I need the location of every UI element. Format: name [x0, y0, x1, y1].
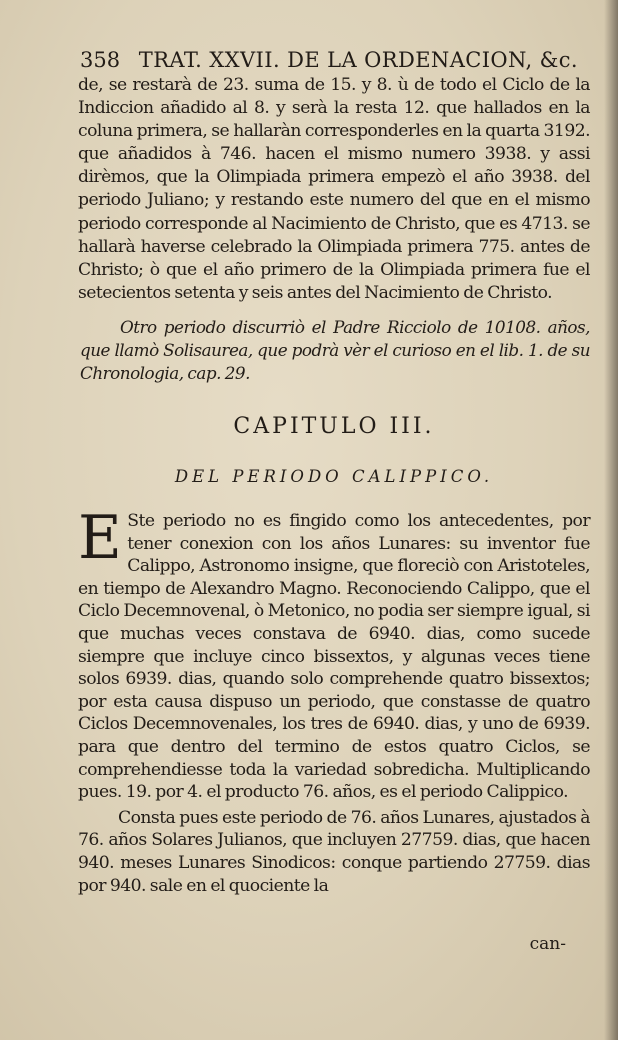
note-paragraph: Otro periodo discurriò el Padre Ricciolo de 10108. años, que llamò Solisaurea, que podrà vèr el curioso en el lib. 1. de su Chronologia, cap. 29. [80, 317, 590, 383]
catchword: can- [529, 934, 566, 954]
running-head: TRAT. XXVII. DE LA ORDENACION, &c. [138, 48, 578, 72]
top-text-block [78, 74, 590, 305]
page-number: 358 [80, 48, 121, 72]
drop-cap: E [78, 503, 122, 573]
section-paragraph-2: Consta pues este periodo de 76. años Lunares, ajustados à 76. años Solares Julianos, que incluyen 27759. dias, que hacen 940. meses Lunares Sinodicos: conque partiendo 27759. dias por 940. sale en el quociente la [78, 807, 590, 896]
top-paragraph: de, se restarà de 23. suma de 15. y 8. ù de todo el Ciclo de la Indiccion añadido al 8. y serà la resta 12. que hallados en la coluna primera, se hallaràn corresponderles en la quarta 3192. que añadidos à 746. hacen el mismo numero 3938. y assi dirèmos, que la Olimpiada primera empezò el año 3938. del periodo Juliano; y restando este numero del que en el mismo periodo corresponde al Nacimiento de Christo, que es 4713. se hallarà haverse celebrado la Olimpiada primera 775. antes de Christo; ò que el año primero de la Olimpiada primera fue el setecientos setenta y seis antes del Nacimiento de Christo. [78, 75, 590, 303]
chapter-title: CAPITULO III. [233, 414, 435, 439]
section-paragraph-1: Ste periodo no es fingido como los antecedentes, por tener conexion con los años Lunares: su inventor fue Calippo, Astronomo insigne, que floreciò con Aristoteles, en tiempo de Alexandro Magno. Reconociendo Calippo, que el Ciclo Decemnovenal, ò Metonico, no podia ser siempre igual, si que muchas veces constava de 6940. dias, como sucede siempre que incluye cinco bissextos, y algunas veces tiene solos 6939. dias, quando solo comprehende quatro bissextos; por esta causa dispuso un periodo, que constasse de quatro Ciclos Decemnovenales, los tres de 6940. dias, y uno de 6939. para que dentro del termino de estos quatro Ciclos, se comprehendiesse toda la variedad sobredicha. Multiplicando pues. 19. por 4. el producto 76. años, es el periodo Calippico. [78, 511, 590, 803]
italic-note [80, 316, 590, 385]
section-text-block [78, 503, 590, 897]
chapter-subtitle: DEL PERIODO CALIPPICO. [174, 467, 494, 486]
